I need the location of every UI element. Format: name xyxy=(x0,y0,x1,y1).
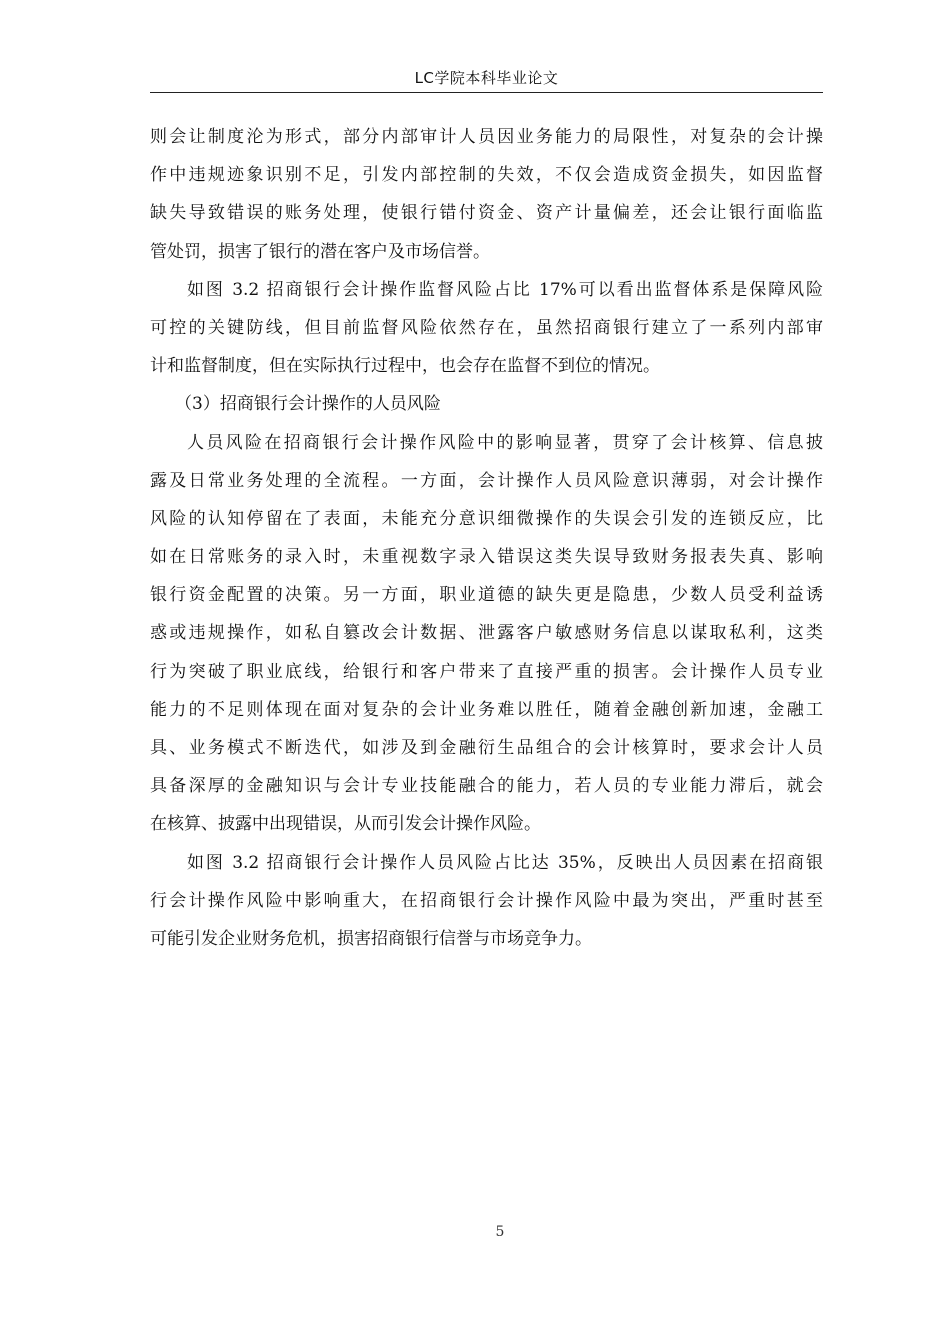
text-line: 如在日常账务的录入时，未重视数字录入错误这类失误导致财务报表失真、影响 xyxy=(150,547,823,568)
text-line: 露及日常业务处理的全流程。一方面，会计操作人员风险意识薄弱，对会计操作 xyxy=(150,470,823,491)
text-line: 可能引发企业财务危机，损害招商银行信誉与市场竞争力。 xyxy=(150,928,592,949)
page-number: 5 xyxy=(495,1224,505,1240)
text-line: 则会让制度沦为形式，部分内部审计人员因业务能力的局限性，对复杂的会计操 xyxy=(150,127,823,147)
text-line: 行为突破了职业底线，给银行和客户带来了直接严重的损害。会计操作人员专业 xyxy=(150,661,823,682)
thesis-header-title: LC学院本科毕业论文 xyxy=(414,69,559,87)
text-line: 在核算、披露中出现错误，从而引发会计操作风险。 xyxy=(150,814,541,835)
paragraph xyxy=(150,844,823,959)
text-line: 具备深厚的金融知识与会计专业技能融合的能力，若人员的专业能力滞后，就会 xyxy=(150,776,823,797)
text-line: 计和监督制度，但在实际执行过程中，也会存在监督不到位的情况。 xyxy=(150,356,660,377)
text-line: 行会计操作风险中影响重大，在招商银行会计操作风险中最为突出，严重时甚至 xyxy=(150,890,823,911)
text-line: 管处罚，损害了银行的潜在客户及市场信誉。 xyxy=(150,241,490,262)
text-line: 如图 3.2 招商银行会计操作人员风险占比达 35%，反映出人员因素在招商银 xyxy=(187,852,823,873)
text-line: 具、业务模式不断迭代，如涉及到金融衍生品组合的会计核算时，要求会计人员 xyxy=(150,738,823,758)
paragraph xyxy=(150,118,823,271)
text-line: 作中违规迹象识别不足，引发内部控制的失效，不仅会造成资金损失，如因监督 xyxy=(150,165,823,186)
text-line: 可控的关键防线，但目前监督风险依然存在，虽然招商银行建立了一系列内部审 xyxy=(150,317,823,338)
section-subheading xyxy=(150,385,823,423)
body-text xyxy=(150,118,823,958)
text-line: 银行资金配置的决策。另一方面，职业道德的缺失更是隐患，少数人员受利益诱 xyxy=(150,585,823,606)
text-line: 缺失导致错误的账务处理，使银行错付资金、资产计量偏差，还会让银行面临监 xyxy=(150,203,823,224)
paragraph xyxy=(150,424,823,844)
page-header xyxy=(150,68,823,93)
text-line: 能力的不足则体现在面对复杂的会计业务难以胜任，随着金融创新加速，金融工 xyxy=(150,699,823,720)
text-line: 风险的认知停留在了表面，未能充分意识细微操作的失误会引发的连锁反应，比 xyxy=(150,508,823,529)
text-line: 如图 3.2 招商银行会计操作监督风险占比 17%可以看出监督体系是保障风险 xyxy=(187,279,823,300)
paragraph xyxy=(150,271,823,386)
text-line: 惑或违规操作，如私自篡改会计数据、泄露客户敏感财务信息以谋取私利，这类 xyxy=(150,623,823,644)
subheading-text: （3）招商银行会计操作的人员风险 xyxy=(175,394,441,415)
text-line: 人员风险在招商银行会计操作风险中的影响显著，贯穿了会计核算、信息披 xyxy=(187,432,823,453)
